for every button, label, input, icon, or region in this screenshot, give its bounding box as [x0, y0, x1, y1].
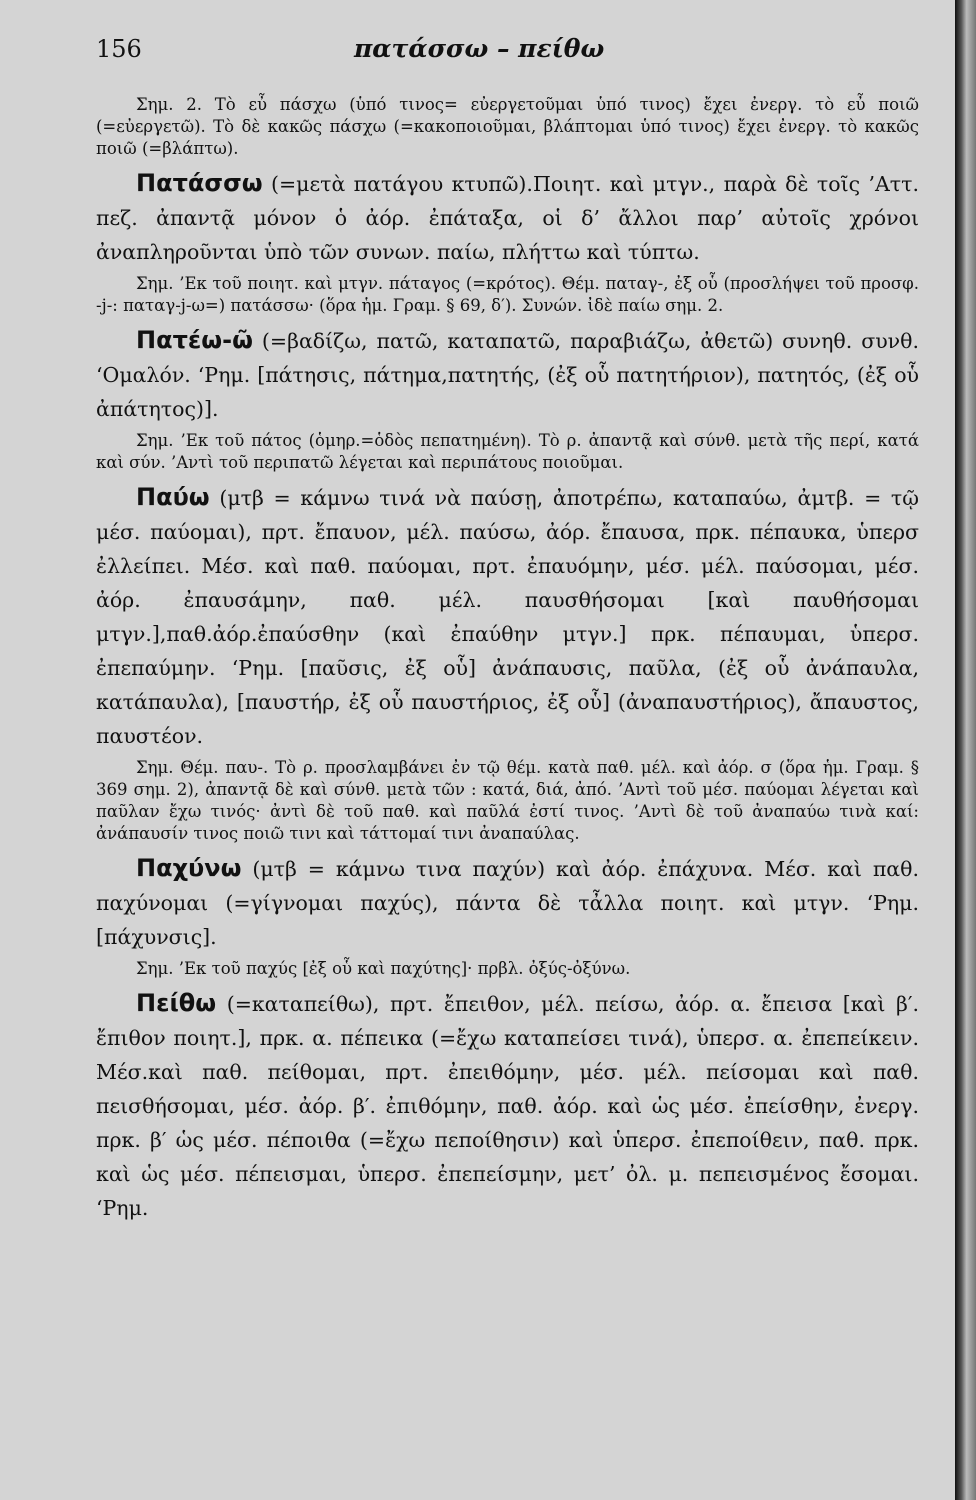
book-spine-edge [955, 0, 976, 1500]
entry-body [96, 323, 919, 426]
entry [96, 851, 919, 980]
entry-note: Σημ. Θέμ. παυ-. Τὸ ρ. προσλαμβάνει ἐν τῷ θέμ. κατὰ παθ. μέλ. καὶ ἀόρ. σ (ὅρα ἡμ. Γραμ. § 369 σημ. 2), ἀπαντᾷ δὲ καὶ σύνθ. μετὰ τῶν : κατά, διά, ἀπό. ’Αντὶ τοῦ μέσ. παύομαι λέγεται καὶ παῦλαν ἔχω τινός· ἀντὶ δὲ τοῦ παθ. καὶ παῦλά ἐστί τινος. ’Αντὶ δὲ τοῦ ἀναπαύω τινὰ καί: ἀνάπαυσίν τινος ποιῶ τινι καὶ τάττομαί τινι ἀναπαύλας. [96, 758, 919, 843]
entry [96, 323, 919, 474]
entry [96, 166, 919, 317]
running-head: πατάσσω – πείθω [354, 34, 605, 63]
entry [96, 986, 919, 1225]
entry-note: Σημ. ’Εκ τοῦ ποιητ. καὶ μτγν. πάταγος (=κρότος). Θέμ. παταγ-, ἐξ οὗ (προσλήψει τοῦ προσφ. -j-: παταγ-j-ω=) πατάσσω· (ὅρα ἡμ. Γραμ. § 69, δ′). Συνών. ἰδὲ παίω σημ. 2. [96, 274, 919, 315]
entry-note: Σημ. ’Εκ τοῦ παχύς [ἐξ οὗ καὶ παχύτης]· πρβλ. ὀξύς-ὀξύνω. [136, 959, 631, 978]
entry-note: Σημ. ’Εκ τοῦ πάτος (ὁμηρ.=ὁδὸς πεπατημένη). Τὸ ρ. ἀπαντᾷ καὶ σύνθ. μετὰ τῆς περί, κατά καὶ σύν. ’Αντὶ τοῦ περιπατῶ λέγεται καὶ περιπάτους ποιοῦμαι. [96, 431, 919, 472]
entry-text: (μτβ = κάμνω τινα παχύν) καὶ ἀόρ. ἐπάχυνα. Μέσ. καὶ παθ. παχύνομαι (=γίγνομαι παχύς), πάντα δὲ τἆλλα ποιητ. καὶ μτγν. ‘Ρημ. [πάχυνσις]. [96, 857, 919, 949]
headword: Πατάσσω [136, 169, 263, 197]
entry-text: (=μετὰ πατάγου κτυπῶ).Ποιητ. καὶ μτγν., παρὰ δὲ τοῖς ’Αττ. πεζ. ἀπαντᾷ μόνον ὁ ἀόρ. ἐπάταξα, οἱ δ’ ἄλλοι παρ’ αὐτοῖς χρόνοι ἀναπληροῦνται ὑπὸ τῶν συνων. παίω, πλήττω καὶ τύπτω. [96, 172, 919, 264]
headword: Πείθω [136, 989, 217, 1017]
entry-text: (=βαδίζω, πατῶ, καταπατῶ, παραβιάζω, ἀθετῶ) συνηθ. συνθ. ‘Ομαλόν. ‘Ρημ. [πάτησις, πάτημα,πατητής, (ἐξ οὗ πατητήριον), πατητός, (ἐξ οὗ ἀπάτητος)]. [96, 329, 919, 421]
headword: Παχύνω [136, 854, 242, 882]
headword: Πατέω-ῶ [136, 326, 253, 354]
entry-text: (μτβ = κάμνω τινά νὰ παύσῃ, ἀποτρέπω, καταπαύω, ἀμτβ. = τῷ μέσ. παύομαι), πρτ. ἔπαυον, μέλ. παύσω, ἀόρ. ἔπαυσα, πρκ. πέπαυκα, ὑπερσ ἐλλείπει. Μέσ. καὶ παθ. παύομαι, πρτ. ἐπαυόμην, μέσ. μέλ. παύσομαι, μέσ. ἀόρ. ἐπαυσάμην, παθ. μέλ. παυσθήσομαι [καὶ παυθήσομαι μτγν.],παθ.ἀόρ.ἐπαύσθην (καὶ ἐπαύθην μτγν.] πρκ. πέπαυμαι, ὑπερσ. ἐπεπαύμην. ‘Ρημ. [παῦσις, ἐξ οὗ] ἀνάπαυσις, παῦλα, (ἐξ οὗ ἀνάπαυλα, κατάπαυλα), [παυστήρ, ἐξ οὗ παυστήριος, ἐξ οὗ] (ἀναπαυστήριος), ἄπαυστος, παυστέον. [96, 486, 919, 748]
entry-body [96, 166, 919, 269]
intro-note: Σημ. 2. Τὸ εὖ πάσχω (ὑπό τινος= εὐεργετοῦμαι ὑπό τινος) ἔχει ἐνεργ. τὸ εὖ ποιῶ (=εὐεργετῶ). Τὸ δὲ κακῶς πάσχω (=κακοποιοῦμαι, βλάπτομαι ὑπό τινος) ἔχει ἐνεργ. τὸ κακῶς ποιῶ (=βλάπτω). [96, 95, 919, 158]
entry-body [96, 480, 919, 753]
page-header [96, 34, 919, 84]
entry-body [96, 851, 919, 954]
entry-body [96, 986, 919, 1225]
page-content [96, 94, 919, 1225]
entry [96, 480, 919, 845]
entry-text: (=καταπείθω), πρτ. ἔπειθον, μέλ. πείσω, ἀόρ. α. ἔπεισα [καὶ β′. ἔπιθον ποιητ.], πρκ. α. πέπεικα (=ἔχω καταπείσει τινά), ὑπερσ. α. ἐπεπείκειν. Μέσ.καὶ παθ. πείθομαι, πρτ. ἐπειθόμην, μέσ. μέλ. πείσομαι καὶ παθ. πεισθήσομαι, μέσ. ἀόρ. β′. ἐπιθόμην, παθ. ἀόρ. καὶ ὡς μέσ. ἐπείσθην, ἐνεργ. πρκ. β′ ὡς μέσ. πέποιθα (=ἔχω πεποίθησιν) καὶ ὑπερσ. ἐπεποίθειν, παθ. πρκ. καὶ ὡς μέσ. πέπεισμαι, ὑπερσ. ἐπεπείσμην, μετ’ ὀλ. μ. πεπεισμένος ἔσομαι. ‘Ρημ. [96, 992, 919, 1220]
headword: Παύω [136, 483, 210, 511]
page-number: 156 [96, 35, 142, 63]
